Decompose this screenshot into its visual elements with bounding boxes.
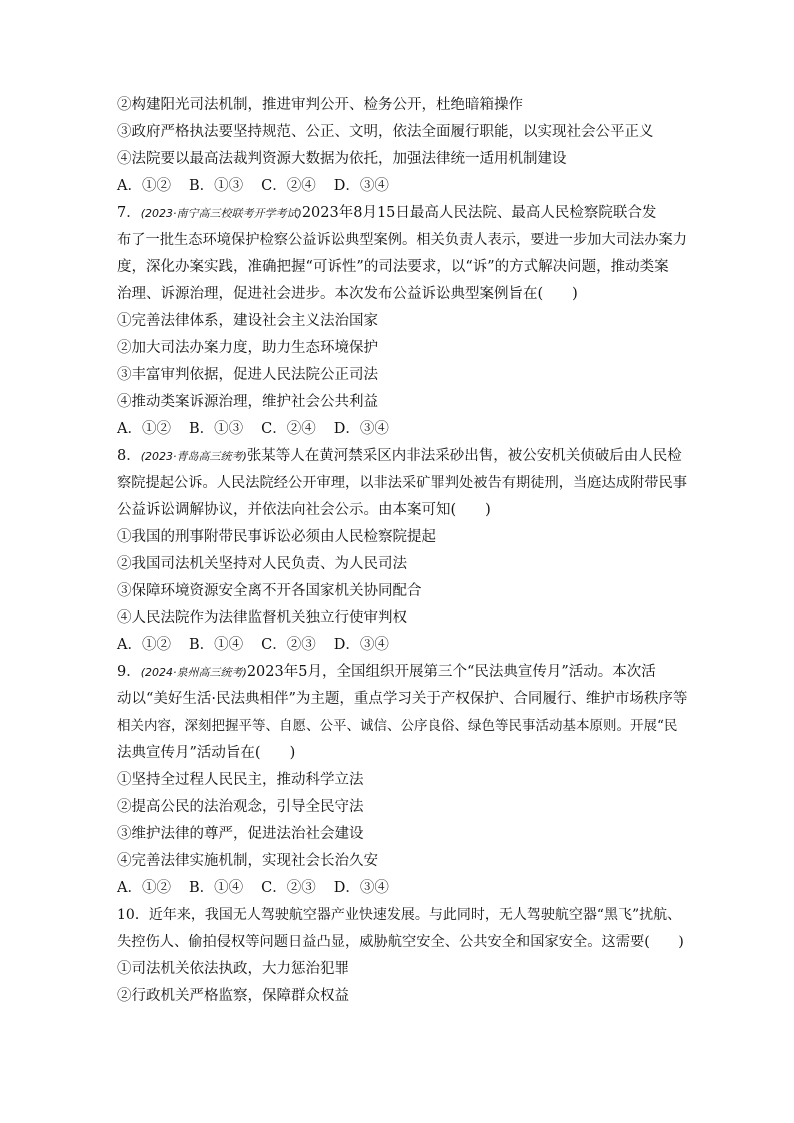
q8-stem-line-3: 公益诉讼调解协议，并依法向社会公示。由本案可知( ) <box>117 502 491 518</box>
q9-stem-line-2: 动以“美好生活·民法典相伴”为主题，重点学习关于产权保护、合同履行、维护市场秩序等 <box>117 691 688 707</box>
q8-number: 8． <box>117 448 141 464</box>
q9-option-3: ③维护法律的尊严，促进法治社会建设 <box>117 826 364 842</box>
q8-choice-d: D．③④ <box>333 637 389 653</box>
q7-choice-b: B．①③ <box>188 421 244 437</box>
q7-option-3: ③丰富审判依据，促进人民法院公正司法 <box>117 367 378 383</box>
q9-option-1: ①坚持全过程人民民主，推动科学立法 <box>117 772 364 788</box>
q9-option-4: ④完善法律实施机制，实现社会长治久安 <box>117 853 378 869</box>
q8-text-1: 张某等人在黄河禁采区内非法采砂出售，被公安机关侦破后由人民检 <box>246 448 682 464</box>
q7-choice-a: A．①② <box>117 421 171 437</box>
q9-choice-d: D．③④ <box>333 880 389 896</box>
q8-stem-line-1 <box>117 446 682 467</box>
q7-option-4: ④推动类案诉源治理，维护社会公共利益 <box>117 394 378 410</box>
q8-option-4: ④人民法院作为法律监督机关独立行使审判权 <box>117 610 407 626</box>
q6-choice-a: A．①② <box>117 178 171 194</box>
q7-stem-line-3: 度，深化办案实践，准确把握“可诉性”的司法要求，以“诉”的方式解决问题，推动类案 <box>117 259 669 275</box>
q9-text-1: 2023年5月，全国组织开展第三个“民法典宣传月”活动。本次活 <box>246 664 656 680</box>
q10-option-2: ②行政机关严格监察，保障群众权益 <box>117 988 349 1004</box>
q9-choice-c: C．②③ <box>261 880 316 896</box>
q9-number: 9． <box>117 664 141 680</box>
q6-choice-d: D．③④ <box>333 178 389 194</box>
q10-stem-line-2: 失控伤人、偷拍侵权等问题日益凸显，威胁航空安全、公共安全和国家安全。这需要( ) <box>117 934 684 950</box>
q10-option-1: ①司法机关依法执政，大力惩治犯罪 <box>117 961 349 977</box>
q6-choice-c: C．②④ <box>261 178 316 194</box>
q7-stem-line-1 <box>117 203 677 224</box>
q8-choice-c: C．②③ <box>261 637 316 653</box>
q6-option-3: ③政府严格执法要坚持规范、公正、文明，依法全面履行职能，以实现社会公平正义 <box>117 124 654 140</box>
q7-choices <box>117 419 677 439</box>
q8-choices <box>117 635 677 655</box>
q7-source: (2023·南宁高三校联考开学考试) <box>140 207 302 220</box>
q9-stem-line-3: 相关内容，深刻把握平等、自愿、公平、诚信、公序良俗、绿色等民事活动基本原则。开展“民 <box>117 718 678 734</box>
q7-option-1: ①完善法律体系，建设社会主义法治国家 <box>117 313 378 329</box>
q8-option-1: ①我国的刑事附带民事诉讼必须由人民检察院提起 <box>117 529 436 545</box>
q8-option-2: ②我国司法机关坚持对人民负责、为人民司法 <box>117 556 407 572</box>
q9-source: (2024·泉州高三统考) <box>140 666 247 679</box>
q9-stem-line-4: 法典宣传月”活动旨在( ) <box>117 745 296 761</box>
q6-choices <box>117 176 677 196</box>
q7-option-2: ②加大司法办案力度，助力生态环境保护 <box>117 340 378 356</box>
q9-option-2: ②提高公民的法治观念，引导全民守法 <box>117 799 364 815</box>
q7-number: 7． <box>117 205 141 221</box>
q9-choices <box>117 878 677 898</box>
q10-stem-line-1: 10．近年来，我国无人驾驶航空器产业快速发展。与此同时，无人驾驶航空器“黑飞”扰航、 <box>117 907 682 923</box>
q9-choice-b: B．①④ <box>188 880 244 896</box>
q7-text-1: 2023年8月15日最高人民法院、最高人民检察院联合发 <box>301 205 657 221</box>
q7-choice-d: D．③④ <box>333 421 389 437</box>
q8-choice-b: B．①④ <box>188 637 244 653</box>
q6-option-2: ②构建阳光司法机制，推进审判公开、检务公开，杜绝暗箱操作 <box>117 97 523 113</box>
q8-option-3: ③保障环境资源安全离不开各国家机关协同配合 <box>117 583 422 599</box>
q9-stem-line-1 <box>117 662 677 683</box>
q8-stem-line-2: 察院提起公诉。人民法院经公开审理，以非法采矿罪判处被告有期徒刑，当庭达成附带民事 <box>117 475 688 491</box>
q9-choice-a: A．①② <box>117 880 171 896</box>
q8-source: (2023·青岛高三统考) <box>140 450 247 463</box>
q7-stem-line-2: 布了一批生态环境保护检察公益诉讼典型案例。相关负责人表示，要进一步加大司法办案力 <box>117 232 688 248</box>
q6-option-4: ④法院要以最高法裁判资源大数据为依托，加强法律统一适用机制建设 <box>117 151 567 167</box>
q8-choice-a: A．①② <box>117 637 171 653</box>
q6-choice-b: B．①③ <box>188 178 244 194</box>
q7-choice-c: C．②④ <box>261 421 316 437</box>
q7-stem-line-4: 治理、诉源治理，促进社会进步。本次发布公益诉讼典型案例旨在( ) <box>117 286 578 302</box>
